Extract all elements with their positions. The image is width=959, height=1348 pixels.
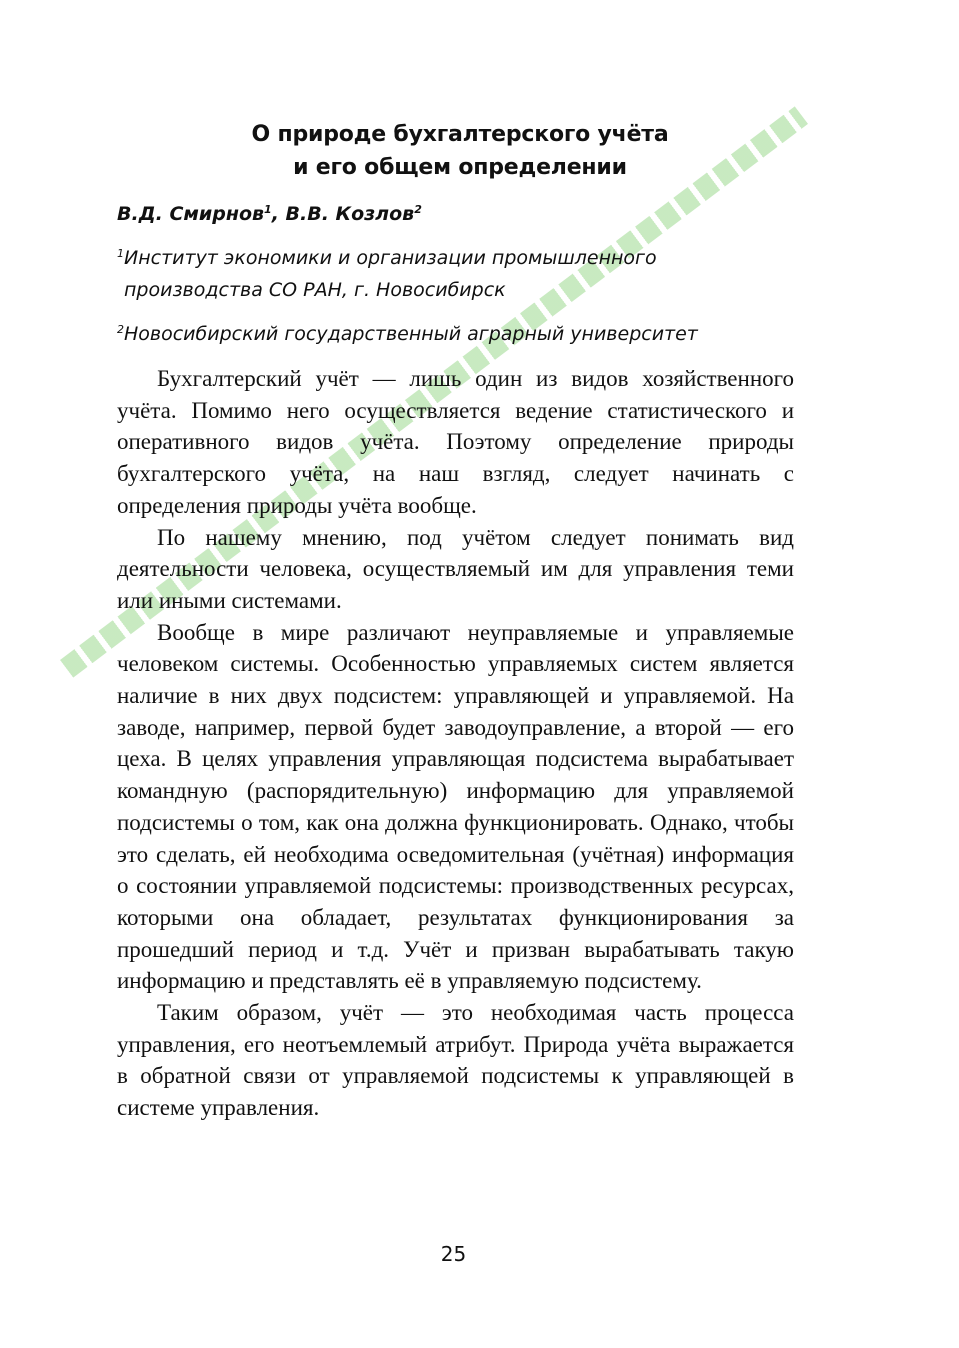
author-2-mark: 2 — [414, 203, 422, 216]
article-title-line-2: и его общем определении — [293, 155, 627, 180]
affiliation-1-line-2: производства СО РАН, г. Новосибирск — [124, 279, 506, 301]
article-body — [117, 363, 794, 1124]
paragraph-4: Таким образом, учёт — это необходимая часть процесса управления, его неотъемлемый атрибут. Природа учёта выражается в обратной связи от управляемой подсистемы к управляющей в системе управления. — [117, 1000, 794, 1121]
affiliation-2-mark: 2 — [117, 323, 124, 336]
article-title-line-1: О природе бухгалтерского учёта — [251, 122, 669, 147]
author-1-mark: 1 — [264, 203, 272, 216]
affiliation-1-line-1: Институт экономики и организации промышленного — [124, 247, 657, 269]
article-title — [120, 118, 800, 184]
affiliation-2-line-1: Новосибирский государственный аграрный университет — [124, 323, 698, 345]
page-number: 25 — [440, 1242, 467, 1266]
author-1: В.Д. Смирнов — [117, 203, 265, 225]
paragraph-2: По нашему мнению, под учётом следует понимать вид деятельности человека, осуществляемый им для управления теми или иными системами. — [117, 524, 794, 613]
affiliation-1-mark: 1 — [117, 247, 124, 260]
authors-line — [117, 200, 422, 228]
paragraph-1: Бухгалтерский учёт — лишь один из видов хозяйственного учёта. Помимо него осуществляется ведение статистического и оперативного видов учёта. Поэтому определение природы бухгалтерского учёта, на наш взгляд, следует начинать с определения природы учёта вообще. — [117, 366, 794, 518]
affiliation-2 — [117, 318, 817, 350]
author-separator: , — [271, 203, 286, 225]
paragraph-3: Вообще в мире различают неуправляемые и управляемые человеком системы. Особенностью управляемых систем является наличие в них двух подсистем: управляющей и управляемой. На заводе, например, первой будет заводоуправление, а второй — его цеха. В целях управления управляющая подсистема вырабатывает командную (распорядительную) информацию для управляемой подсистемы о том, как она должна функционировать. Однако, чтобы это сделать, ей необходима осведомительная (учётная) информация о состоянии управляемой подсистемы: производственных ресурсах, которыми она обладает, результатах функционирования за прошедший период и т.д. Учёт и призван вырабатывать такую информацию и представлять её в управляемую подсистему. — [117, 619, 794, 994]
author-2: В.В. Козлов — [285, 203, 415, 225]
affiliation-1 — [117, 242, 817, 306]
